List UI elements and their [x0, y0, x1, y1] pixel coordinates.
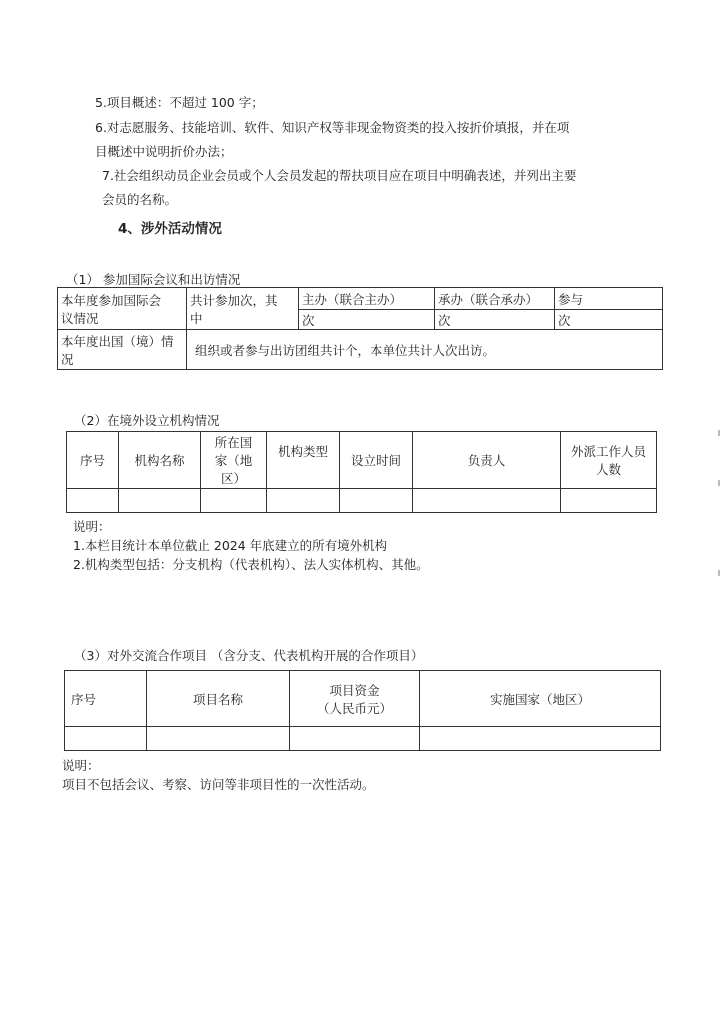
header-country-cell — [201, 432, 267, 489]
coop-cell-fund[interactable] — [290, 727, 420, 751]
header-staff-line2: 人数 — [595, 462, 621, 477]
note-7-line1: 7.社会组织动员企业会员或个人会员发起的帮扶项目应在项目中明确表述，并列出主要 — [102, 168, 577, 183]
note-7-line2: 会员的名称。 — [102, 192, 178, 207]
coop-header-seq: 序号 — [65, 671, 147, 727]
conference-label-line1: 本年度参加国际会 — [61, 292, 162, 308]
cell-org-name[interactable] — [119, 489, 201, 513]
visit-label-line2: 况 — [61, 351, 74, 367]
part3-title: （3）对外交流合作项目 （含分支、代表机构开展的合作项目） — [74, 648, 424, 663]
coop-header-country: 实施国家（地区） — [420, 671, 661, 727]
coop-cell-seq[interactable] — [65, 727, 147, 751]
cell-country[interactable] — [201, 489, 267, 513]
cell-staff[interactable] — [561, 489, 657, 513]
part2-title: （2）在境外设立机构情况 — [74, 413, 220, 428]
header-country-line1: 所在国 — [214, 435, 253, 450]
note-6-line1: 6.对志愿服务、技能培训、软件、知识产权等非现金物资类的投入按折价填报，并在项 — [95, 120, 570, 135]
conference-total-cell — [187, 288, 299, 330]
conference-label-cell — [58, 288, 187, 330]
header-country-line2: 家（地 — [214, 453, 253, 468]
header-seq: 序号 — [67, 432, 119, 489]
cell-leader[interactable] — [413, 489, 561, 513]
conference-table — [57, 287, 663, 370]
cell-setup-time[interactable] — [340, 489, 413, 513]
coop-header-fund-line2: （人民币元） — [316, 700, 392, 716]
cell-seq[interactable] — [67, 489, 119, 513]
table-row — [65, 727, 661, 751]
part2-note-title: 说明： — [73, 519, 111, 534]
header-leader: 负责人 — [413, 432, 561, 489]
coop-cell-country[interactable] — [420, 727, 661, 751]
part3-note-title: 说明： — [62, 758, 100, 773]
host-count-cell[interactable]: 次 — [299, 310, 435, 330]
coop-cell-project-name[interactable] — [147, 727, 290, 751]
conference-total-line2: 中 — [190, 310, 203, 326]
part3-note-1: 项目不包括会议、考察、访问等非项目性的一次性活动。 — [62, 777, 375, 792]
part2-note-2: 2.机构类型包括：分支机构（代表机构）、法人实体机构、其他。 — [73, 557, 429, 572]
header-country-line3: 区） — [220, 471, 246, 486]
participate-count-cell[interactable]: 次 — [555, 310, 663, 330]
participate-label: 参与 — [555, 288, 663, 310]
coop-header-project-name: 项目名称 — [147, 671, 290, 727]
part1-title: （1） 参加国际会议和出访情况 — [66, 272, 241, 287]
conference-total-line1: 共计参加次，其 — [190, 292, 278, 308]
visit-text-cell[interactable]: 组织或者参与出访团组共计个，本单位共计人次出访。 — [187, 330, 663, 370]
section-4-title: 4、涉外活动情况 — [118, 221, 222, 237]
conference-label-line2: 议情况 — [61, 310, 99, 326]
coop-header-fund-line1: 项目资金 — [329, 682, 380, 698]
table-row — [67, 489, 657, 513]
undertake-count-cell[interactable]: 次 — [435, 310, 555, 330]
scan-mark — [718, 480, 720, 486]
cooperation-table — [64, 670, 661, 751]
scan-mark — [718, 570, 720, 576]
header-org-type: 机构类型 — [267, 432, 340, 489]
note-6-line2: 目概述中说明折价办法； — [95, 144, 233, 159]
host-label: 主办（联合主办） — [299, 288, 435, 310]
note-5: 5.项目概述：不超过 100 字； — [95, 95, 264, 110]
header-staff-cell — [561, 432, 657, 489]
scan-mark — [718, 430, 720, 436]
visit-label-line1: 本年度出国（境）情 — [61, 333, 174, 349]
visit-label-cell — [58, 330, 187, 370]
undertake-label: 承办（联合承办） — [435, 288, 555, 310]
cell-org-type[interactable] — [267, 489, 340, 513]
header-staff-line1: 外派工作人员 — [570, 444, 646, 459]
part2-note-1: 1.本栏目统计本单位截止 2024 年底建立的所有境外机构 — [73, 538, 388, 553]
header-setup-time: 设立时间 — [340, 432, 413, 489]
header-org-name: 机构名称 — [119, 432, 201, 489]
coop-header-fund-cell — [290, 671, 420, 727]
overseas-org-table — [66, 431, 657, 513]
